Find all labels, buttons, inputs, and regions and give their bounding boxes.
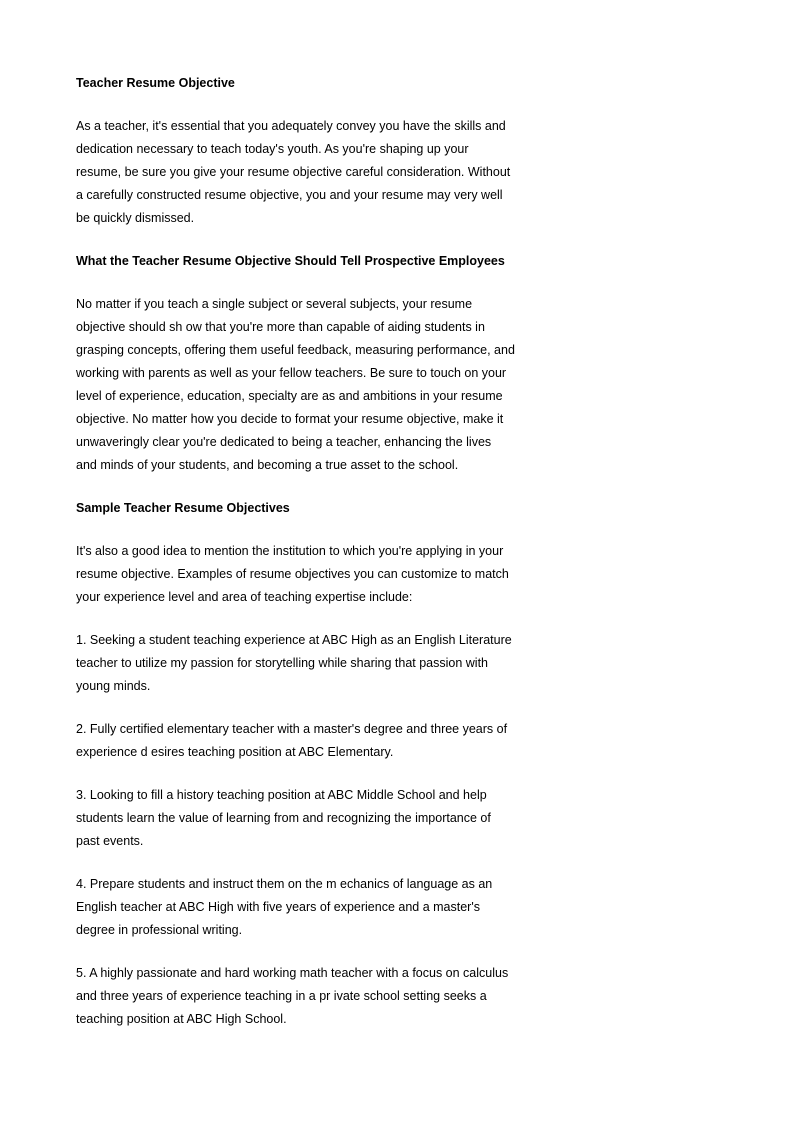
text-line: a carefully constructed resume objective, you and your resume may very well	[76, 188, 503, 202]
document-title: Teacher Resume Objective	[76, 76, 235, 90]
text-line: young minds.	[76, 679, 151, 693]
text-line: and minds of your students, and becoming a true asset to the school.	[76, 458, 459, 472]
text-line: students learn the value of learning from and recognizing the importance of	[76, 811, 491, 825]
text-line: your experience level and area of teaching expertise include:	[76, 590, 413, 604]
text-line: 3. Looking to fill a history teaching position at ABC Middle School and help	[76, 788, 487, 802]
text-line: and three years of experience teaching in a pr ivate school setting seeks a	[76, 989, 487, 1003]
text-line: unwaveringly clear you're dedicated to being a teacher, enhancing the lives	[76, 435, 492, 449]
example-objective-3	[76, 784, 546, 853]
text-line: teacher to utilize my passion for storytelling while sharing that passion with	[76, 656, 489, 670]
text-line: dedication necessary to teach today's youth. As you're shaping up your	[76, 142, 469, 156]
text-line: As a teacher, it's essential that you adequately convey you have the skills and	[76, 119, 506, 133]
document-page	[76, 72, 546, 1031]
text-line: English teacher at ABC High with five years of experience and a master's	[76, 900, 480, 914]
example-objective-1	[76, 629, 546, 698]
text-line: resume objective. Examples of resume objectives you can customize to match	[76, 567, 509, 581]
section-heading-prospective-employees: What the Teacher Resume Objective Should Tell Prospective Employees	[76, 254, 505, 268]
text-line: No matter if you teach a single subject or several subjects, your resume	[76, 297, 473, 311]
example-objective-4	[76, 873, 546, 942]
text-line: objective should sh ow that you're more than capable of aiding students in	[76, 320, 485, 334]
text-line: 2. Fully certified elementary teacher with a master's degree and three years of	[76, 722, 508, 736]
text-line: 4. Prepare students and instruct them on the m echanics of language as an	[76, 877, 493, 891]
text-line: degree in professional writing.	[76, 923, 243, 937]
text-line: objective. No matter how you decide to format your resume objective, make it	[76, 412, 504, 426]
text-line: 1. Seeking a student teaching experience at ABC High as an English Literature	[76, 633, 512, 647]
example-objective-5	[76, 962, 546, 1031]
text-line: 5. A highly passionate and hard working math teacher with a focus on calculus	[76, 966, 509, 980]
text-line: It's also a good idea to mention the institution to which you're applying in your	[76, 544, 504, 558]
intro-paragraph	[76, 115, 546, 230]
section1-paragraph	[76, 293, 546, 477]
text-line: be quickly dismissed.	[76, 211, 195, 225]
section2-paragraph	[76, 540, 546, 609]
text-line: experience d esires teaching position at ABC Elementary.	[76, 745, 394, 759]
example-objective-2	[76, 718, 546, 764]
text-line: grasping concepts, offering them useful feedback, measuring performance, and	[76, 343, 515, 357]
text-line: level of experience, education, specialty are as and ambitions in your resume	[76, 389, 503, 403]
section-heading-sample-objectives: Sample Teacher Resume Objectives	[76, 501, 290, 515]
text-line: resume, be sure you give your resume objective careful consideration. Without	[76, 165, 511, 179]
text-line: past events.	[76, 834, 144, 848]
text-line: teaching position at ABC High School.	[76, 1012, 287, 1026]
text-line: working with parents as well as your fellow teachers. Be sure to touch on your	[76, 366, 507, 380]
